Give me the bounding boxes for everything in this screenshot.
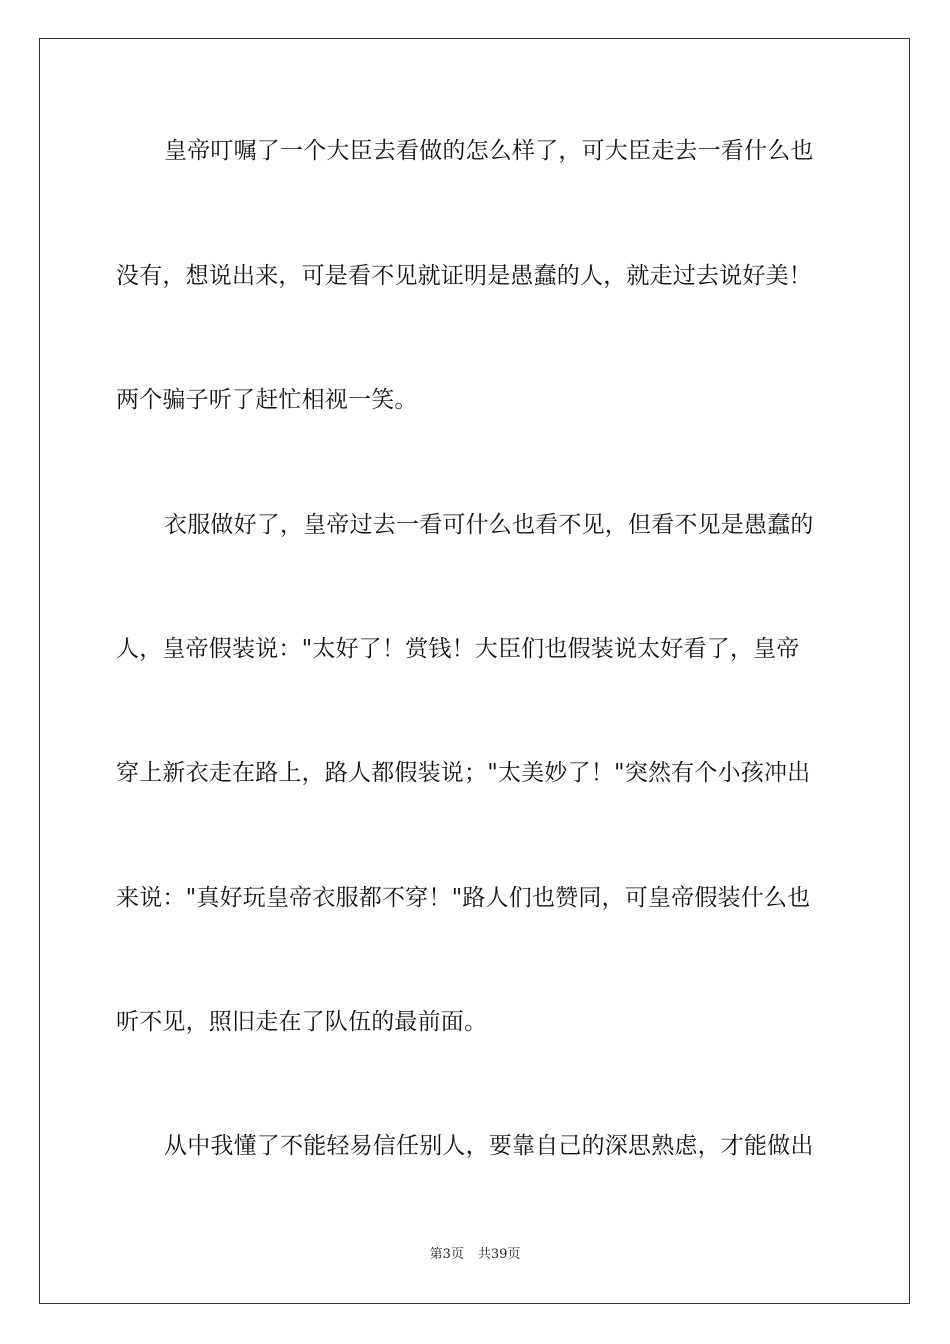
paragraph-line: 来说："真好玩皇帝衣服都不穿！"路人们也赞同，可皇帝假装什么也 <box>116 885 811 911</box>
paragraph-line: 从中我懂了不能轻易信任别人，要靠自己的深思熟虑，才能做出 <box>164 1133 814 1159</box>
paragraph-line: 两个骗子听了赶忙相视一笑。 <box>116 387 418 413</box>
page-border <box>39 38 910 1304</box>
page-number: 第3页 <box>429 1247 464 1262</box>
paragraph-line: 穿上新衣走在路上，路人都假装说；"太美妙了！"突然有个小孩冲出 <box>116 760 811 786</box>
total-pages: 共39页 <box>477 1247 521 1262</box>
paragraph-line: 衣服做好了，皇帝过去一看可什么也看不见，但看不见是愚蠢的 <box>164 512 814 538</box>
paragraph-line: 没有，想说出来，可是看不见就证明是愚蠢的人，就走过去说好美！ <box>116 263 812 289</box>
page-footer <box>0 1246 950 1264</box>
paragraph-line: 人，皇帝假装说："太好了！赏钱！大臣们也假装说太好看了，皇帝 <box>116 636 800 662</box>
paragraph-line: 皇帝叮嘱了一个大臣去看做的怎么样了，可大臣走去一看什么也 <box>164 138 814 164</box>
paragraph-line: 听不见，照旧走在了队伍的最前面。 <box>116 1009 488 1035</box>
